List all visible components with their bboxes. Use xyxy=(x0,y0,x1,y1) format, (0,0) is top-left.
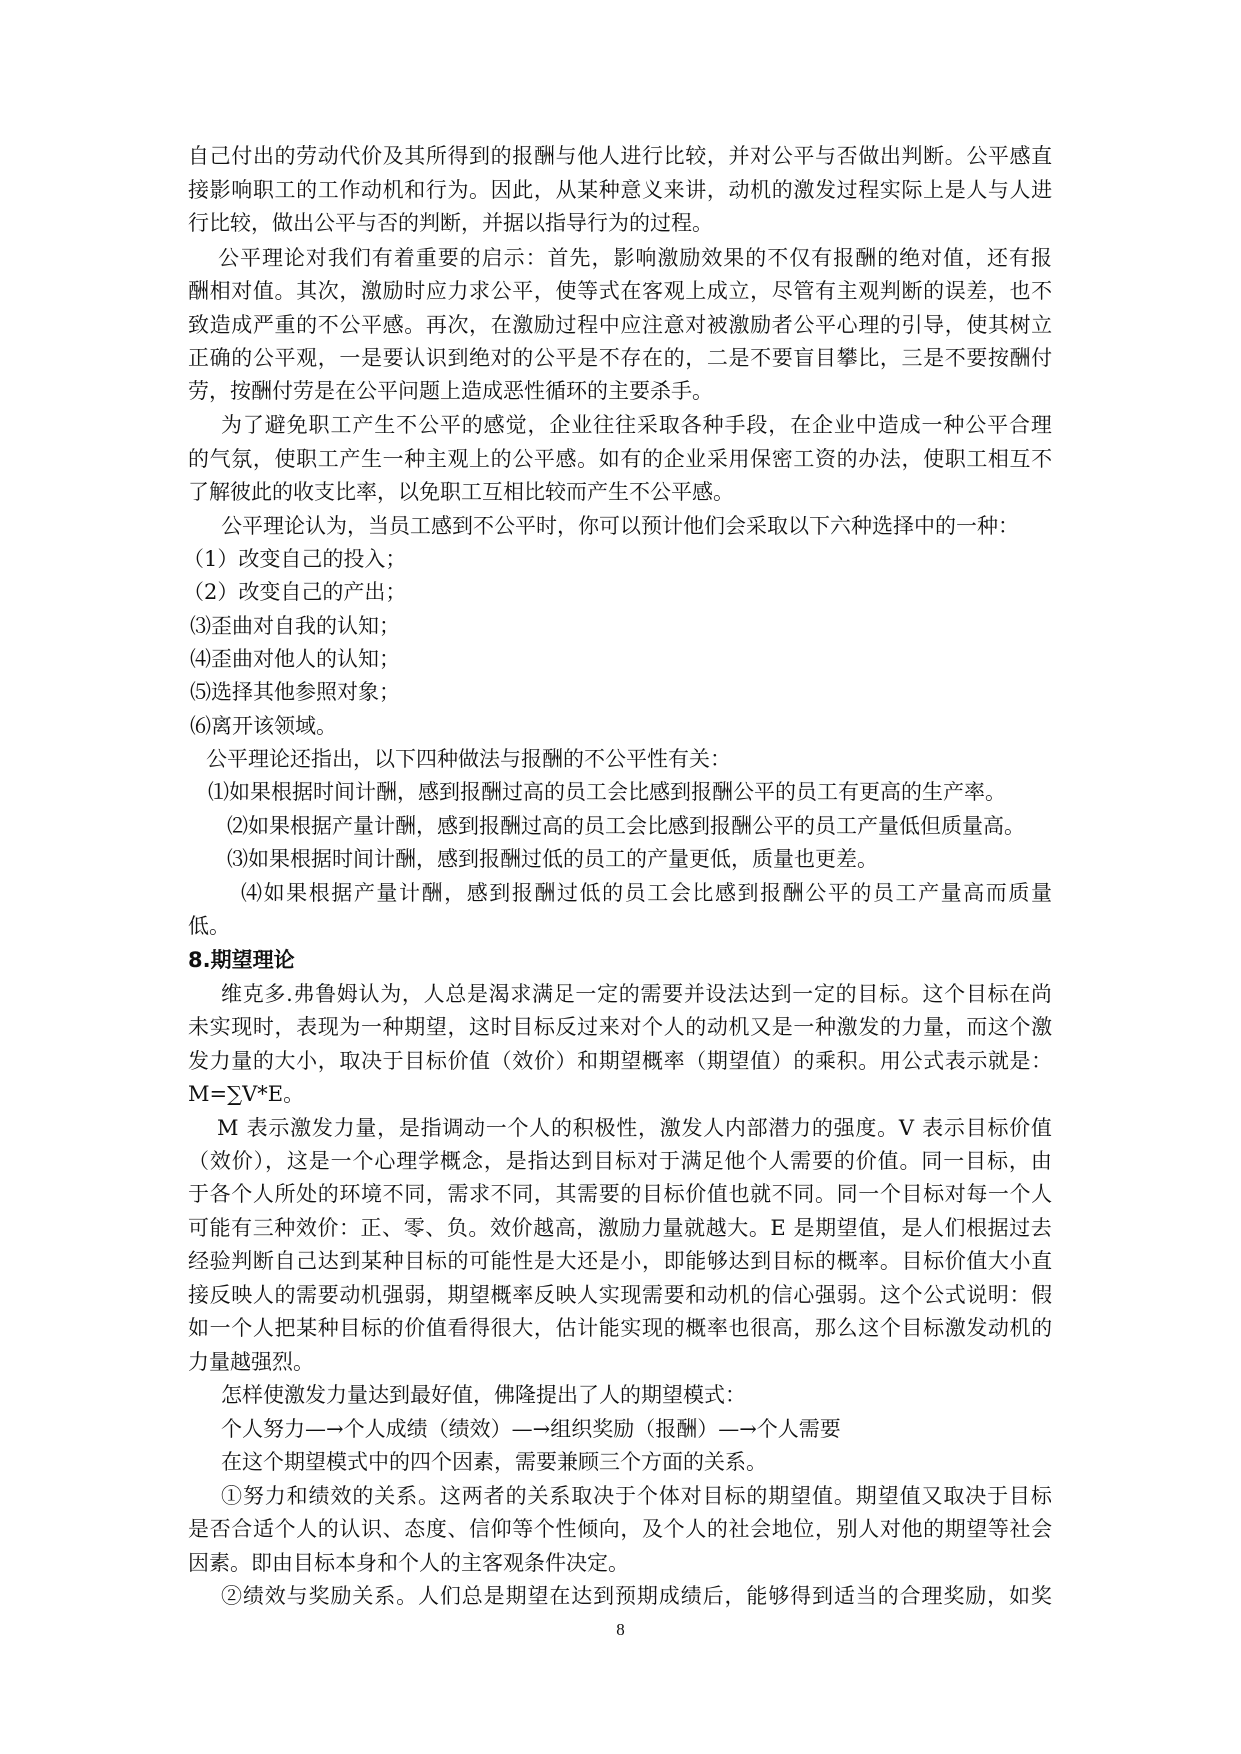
text-line: ⑵如果根据产量计酬，感到报酬过高的员工会比感到报酬公平的员工产量低但质量高。 xyxy=(227,814,1025,838)
text-line: ⑶歪曲对自我的认知； xyxy=(190,614,400,638)
text-line: 未实现时，表现为一种期望，这时目标反过来对个人的动机又是一种激发的力量，而这个激 xyxy=(188,1015,1053,1039)
text-line: 接影响职工的工作动机和行为。因此，从某种意义来讲，动机的激发过程实际上是人与人进 xyxy=(188,178,1053,202)
text-line: M=∑V*E。 xyxy=(188,1082,305,1106)
text-line: （1）改变自己的投入； xyxy=(183,547,407,571)
text-line: 经验判断自己达到某种目标的可能性是大还是小，即能够达到目标的概率。目标价值大小直 xyxy=(188,1249,1053,1273)
text-line: ⑹离开该领域。 xyxy=(190,714,337,738)
text-line: 于各个人所处的环境不同，需求不同，其需要的目标价值也就不同。同一个目标对每一个人 xyxy=(188,1182,1053,1206)
text-line: 怎样使激发力量达到最好值，佛隆提出了人的期望模式： xyxy=(221,1383,746,1407)
text-line: 了解彼此的收支比率，以免职工互相比较而产生不公平感。 xyxy=(188,480,734,504)
text-line: （效价），这是一个心理学概念，是指达到目标对于满足他个人需要的价值。同一目标，由 xyxy=(188,1149,1053,1173)
page-number: 8 xyxy=(616,1620,625,1639)
text-line: ⑸选择其他参照对象； xyxy=(190,680,400,704)
text-line: 发力量的大小，取决于目标价值（效价）和期望概率（期望值）的乘积。用公式表示就是： xyxy=(188,1049,1053,1073)
text-line: ②绩效与奖励关系。人们总是期望在达到预期成绩后，能够得到适当的合理奖励，如奖 xyxy=(221,1584,1053,1608)
text-line: 是否合适个人的认识、态度、信仰等个性倾向，及个人的社会地位，别人对他的期望等社会 xyxy=(188,1517,1053,1541)
text-line: 可能有三种效价：正、零、负。效价越高，激励力量就越大。E 是期望值，是人们根据过去 xyxy=(188,1216,1053,1240)
text-line: 如一个人把某种目标的价值看得很大，估计能实现的概率也很高，那么这个目标激发动机的 xyxy=(188,1316,1053,1340)
text-line: 劳，按酬付劳是在公平问题上造成恶性循环的主要杀手。 xyxy=(188,379,713,403)
section-heading: 8.期望理论 xyxy=(188,948,295,972)
text-line: （2）改变自己的产出； xyxy=(183,580,407,604)
text-line: 因素。即由目标本身和个人的主客观条件决定。 xyxy=(188,1551,629,1575)
text-line: ①努力和绩效的关系。这两者的关系取决于个体对目标的期望值。期望值又取决于目标 xyxy=(221,1484,1053,1508)
text-line: 个人努力—→个人成绩（绩效）—→组织奖励（报酬）—→个人需要 xyxy=(221,1417,841,1441)
text-line: ⑴如果根据时间计酬，感到报酬过高的员工会比感到报酬公平的员工有更高的生产率。 xyxy=(208,780,1006,804)
text-line: 致造成严重的不公平感。再次，在激励过程中应注意对被激励者公平心理的引导，使其树立 xyxy=(188,313,1053,337)
text-line: 在这个期望模式中的四个因素，需要兼顾三个方面的关系。 xyxy=(221,1450,767,1474)
text-line: 低。 xyxy=(188,914,230,938)
text-line: 公平理论认为，当员工感到不公平时，你可以预计他们会采取以下六种选择中的一种： xyxy=(221,514,1019,538)
text-line: ⑷如果根据产量计酬，感到报酬过低的员工会比感到报酬公平的员工产量高而质量 xyxy=(241,881,1054,905)
text-line: 正确的公平观，一是要认识到绝对的公平是不存在的，二是不要盲目攀比，三是不要按酬付 xyxy=(188,346,1053,370)
text-line: 自己付出的劳动代价及其所得到的报酬与他人进行比较，并对公平与否做出判断。公平感直 xyxy=(188,144,1053,168)
text-line: 接反映人的需要动机强弱，期望概率反映人实现需要和动机的信心强弱。这个公式说明：假 xyxy=(188,1283,1053,1307)
text-line: 行比较，做出公平与否的判断，并据以指导行为的过程。 xyxy=(188,211,713,235)
text-line: M 表示激发力量，是指调动一个人的积极性，激发人内部潜力的强度。V 表示目标价值 xyxy=(217,1116,1053,1140)
text-line: 维克多.弗鲁姆认为，人总是渴求满足一定的需要并设法达到一定的目标。这个目标在尚 xyxy=(221,982,1053,1006)
text-line: 为了避免职工产生不公平的感觉，企业往往采取各种手段，在企业中造成一种公平合理 xyxy=(221,413,1053,437)
text-line: 力量越强烈。 xyxy=(188,1350,314,1374)
text-line: 公平理论对我们有着重要的启示：首先，影响激励效果的不仅有报酬的绝对值，还有报 xyxy=(218,246,1053,270)
text-line: ⑷歪曲对他人的认知； xyxy=(190,647,400,671)
text-line: 的气氛，使职工产生一种主观上的公平感。如有的企业采用保密工资的办法，使职工相互不 xyxy=(188,447,1053,471)
text-line: ⑶如果根据时间计酬，感到报酬过低的员工的产量更低，质量也更差。 xyxy=(227,847,878,871)
text-line: 公平理论还指出，以下四种做法与报酬的不公平性有关： xyxy=(206,747,731,771)
text-line: 酬相对值。其次，激励时应力求公平，使等式在客观上成立，尽管有主观判断的误差，也不 xyxy=(188,279,1053,303)
